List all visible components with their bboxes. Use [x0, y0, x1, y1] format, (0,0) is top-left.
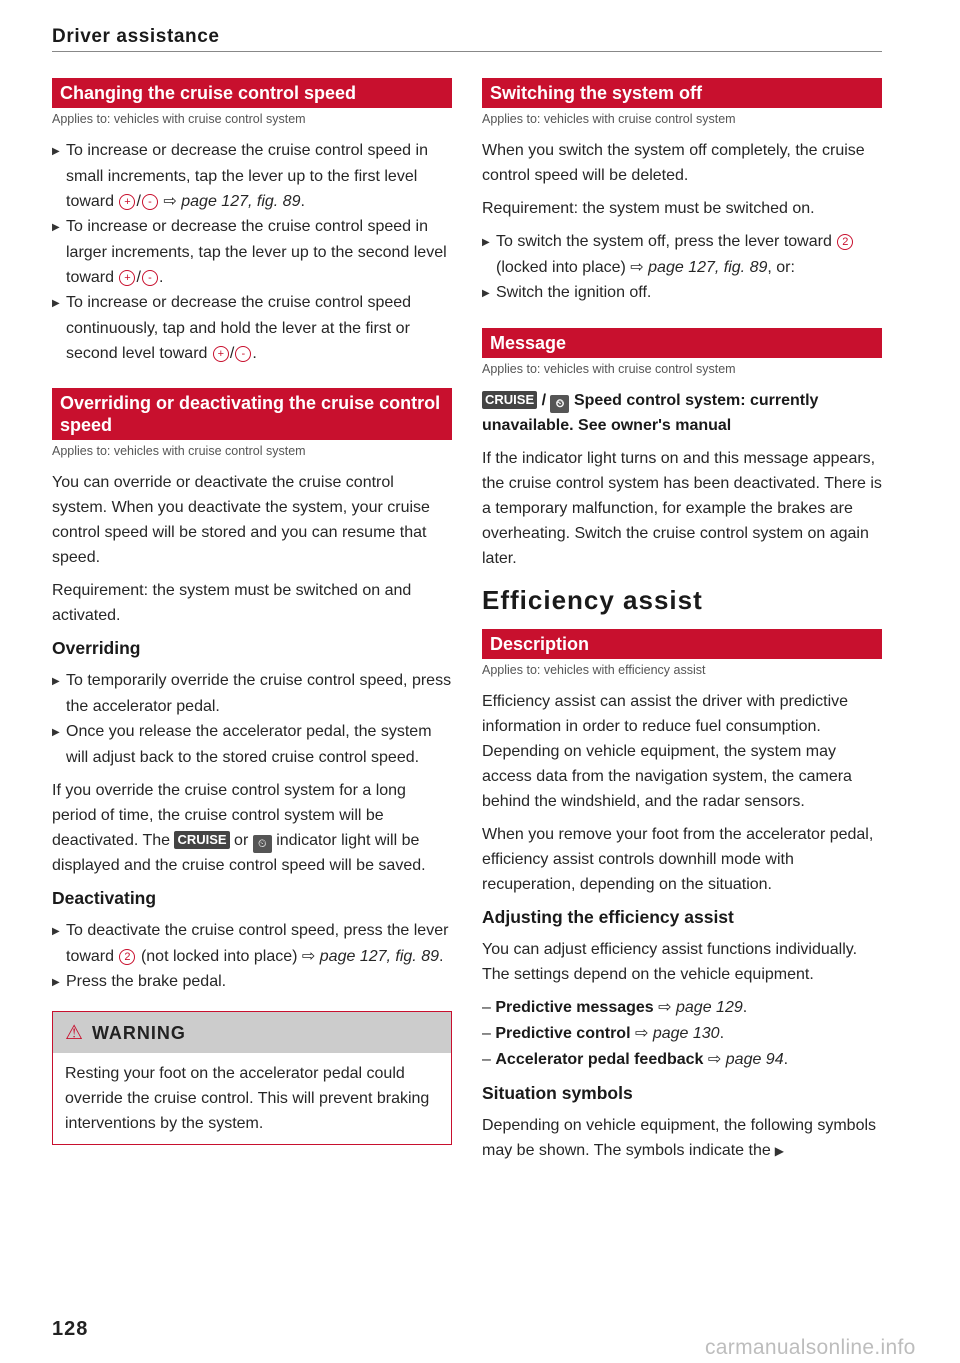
list-item-predictive-messages: – Predictive messages ⇨ page 129.: [482, 999, 748, 1016]
subheading-overriding: Overriding: [52, 638, 141, 658]
cruise-indicator-icon: CRUISE: [174, 831, 229, 849]
chapter-title-efficiency-assist: Efficiency assist: [482, 585, 703, 615]
efficiency-paragraph-1: Efficiency assist can assist the driver with predictive information in order to reduce fuel consumption. Depending on vehicle equipment, the system may access data from the navigation system, the camera behind the windshield, and the radar sensors.: [482, 693, 852, 810]
page-number: 128: [52, 1318, 89, 1340]
page-ref-link[interactable]: ⇨ page 127, fig. 89: [630, 259, 768, 276]
plus-symbol-icon: +: [213, 346, 229, 362]
minus-symbol-icon: -: [235, 346, 251, 362]
watermark: carmanualsonline.info: [705, 1336, 916, 1359]
section-title-overriding: Overriding or deactivating the cruise control speed: [52, 388, 452, 440]
warning-triangle-icon: ⚠: [65, 1022, 84, 1044]
right-column: [482, 78, 882, 1164]
bullet-deactivate-lever: ▶ To deactivate the cruise control speed, press the lever toward 2 (not locked into place) ⇨ page 127, fig. 89.: [52, 918, 452, 969]
bullet-arrow-icon: ▶: [52, 146, 60, 157]
bullet-override-accelerator: ▶ To temporarily override the cruise control speed, press the accelerator pedal.: [52, 668, 452, 719]
efficiency-paragraph-2: When you remove your foot from the accelerator pedal, efficiency assist controls downhill mode with recuperation, depending on the situation.: [482, 826, 874, 893]
section-title-changing-speed: Changing the cruise control speed: [52, 78, 452, 108]
bullet-larger-increments: ▶ To increase or decrease the cruise control speed in larger increments, tap the lever up to the second level toward + / - .: [52, 214, 452, 290]
applies-to-note: Applies to: vehicles with cruise control system: [482, 112, 736, 126]
section-title-message: Message: [482, 328, 882, 358]
switching-requirement: Requirement: the system must be switched on.: [482, 200, 815, 217]
bullet-arrow-icon: ▶: [52, 977, 60, 988]
continue-arrow-icon: ▶: [774, 1144, 784, 1158]
bullet-arrow-icon: ▶: [52, 298, 60, 309]
header-rule: [52, 51, 882, 52]
applies-to-note: Applies to: vehicles with efficiency assist: [482, 663, 706, 677]
applies-to-note: Applies to: vehicles with cruise control system: [482, 362, 736, 376]
minus-symbol-icon: -: [142, 194, 158, 210]
page-ref-link[interactable]: ⇨ page 94: [707, 1051, 784, 1068]
cruise-indicator-icon: CRUISE: [482, 391, 537, 409]
left-column: [52, 78, 452, 1145]
plus-symbol-icon: +: [119, 270, 135, 286]
subheading-adjusting: Adjusting the efficiency assist: [482, 907, 734, 927]
overriding-intro: You can override or deactivate the cruise control system. When you deactivate the system, your cruise control speed will be stored and you can resume that speed.: [52, 474, 430, 566]
position-2-icon: 2: [837, 234, 853, 250]
bullet-switch-off-lever: ▶ To switch the system off, press the lever toward 2 (locked into place) ⇨ page 127, fig. 89, or:: [482, 229, 882, 280]
bullet-arrow-icon: ▶: [482, 288, 490, 299]
minus-symbol-icon: -: [142, 270, 158, 286]
switching-intro: When you switch the system off completely, the cruise control speed will be deleted.: [482, 142, 865, 184]
list-item-accelerator-feedback: – Accelerator pedal feedback ⇨ page 94.: [482, 1051, 789, 1068]
bullet-arrow-icon: ▶: [52, 926, 60, 937]
overriding-requirement: Requirement: the system must be switched on and activated.: [52, 582, 412, 624]
applies-to-note: Applies to: vehicles with cruise control system: [52, 112, 306, 126]
bullet-ignition-off: ▶ Switch the ignition off.: [482, 280, 882, 306]
efficiency-paragraph-3: You can adjust efficiency assist functions individually. The settings depend on the vehicle equipment.: [482, 941, 858, 983]
bullet-arrow-icon: ▶: [52, 222, 60, 233]
plus-symbol-icon: +: [119, 194, 135, 210]
list-item-predictive-control: – Predictive control ⇨ page 130.: [482, 1025, 725, 1042]
subheading-deactivating: Deactivating: [52, 888, 157, 908]
long-override-paragraph: If you override the cruise control system for a long period of time, the cruise control system will be deactivated. The CRUISE or ⏲ indicator light will be displayed and the cruise control speed will be saved.: [52, 782, 426, 874]
page-ref-link[interactable]: ⇨ page 129: [658, 999, 743, 1016]
section-title-switching-off: Switching the system off: [482, 78, 882, 108]
bullet-arrow-icon: ▶: [482, 237, 490, 248]
bullet-release-accelerator: ▶ Once you release the accelerator pedal, the system will adjust back to the stored cruise control speed.: [52, 719, 452, 770]
section-title-description: Description: [482, 629, 882, 659]
running-header: Driver assistance: [52, 26, 220, 47]
warning-box: [52, 1011, 452, 1145]
applies-to-note: Applies to: vehicles with cruise control system: [52, 444, 306, 458]
speed-control-indicator-icon: ⏲: [550, 395, 569, 413]
page-ref-link[interactable]: ⇨ page 127, fig. 89: [301, 948, 439, 965]
position-2-icon: 2: [119, 949, 135, 965]
warning-text: Resting your foot on the accelerator pedal could override the cruise control. This will prevent braking interventions by the system.: [65, 1065, 430, 1132]
subheading-situation-symbols: Situation symbols: [482, 1083, 633, 1103]
bullet-arrow-icon: ▶: [52, 676, 60, 687]
message-body: If the indicator light turns on and this message appears, the cruise control system has been deactivated. There is a temporary malfunction, for example the brakes are overheating. Switch the cruise control system on again later.: [482, 450, 882, 567]
message-heading: CRUISE / ⏲ Speed control system: currently unavailable. See owner's manual: [482, 392, 819, 434]
efficiency-paragraph-4: Depending on vehicle equipment, the following symbols may be shown. The symbols indicate the ▶: [482, 1117, 877, 1159]
bullet-small-increments: ▶ To increase or decrease the cruise control speed in small increments, tap the lever up to the first level toward + / - ⇨ page 127, fig. 89.: [52, 138, 452, 214]
bullet-arrow-icon: ▶: [52, 727, 60, 738]
page-ref-link[interactable]: ⇨ page 130: [634, 1025, 720, 1042]
bullet-brake-pedal: ▶ Press the brake pedal.: [52, 969, 452, 995]
warning-header: ⚠ WARNING: [53, 1012, 451, 1053]
speed-control-indicator-icon: ⏲: [253, 835, 272, 853]
bullet-continuous: ▶ To increase or decrease the cruise control speed continuously, tap and hold the lever at the first or second level toward + / - .: [52, 290, 452, 366]
page-ref-link[interactable]: ⇨ page 127, fig. 89: [163, 193, 301, 210]
